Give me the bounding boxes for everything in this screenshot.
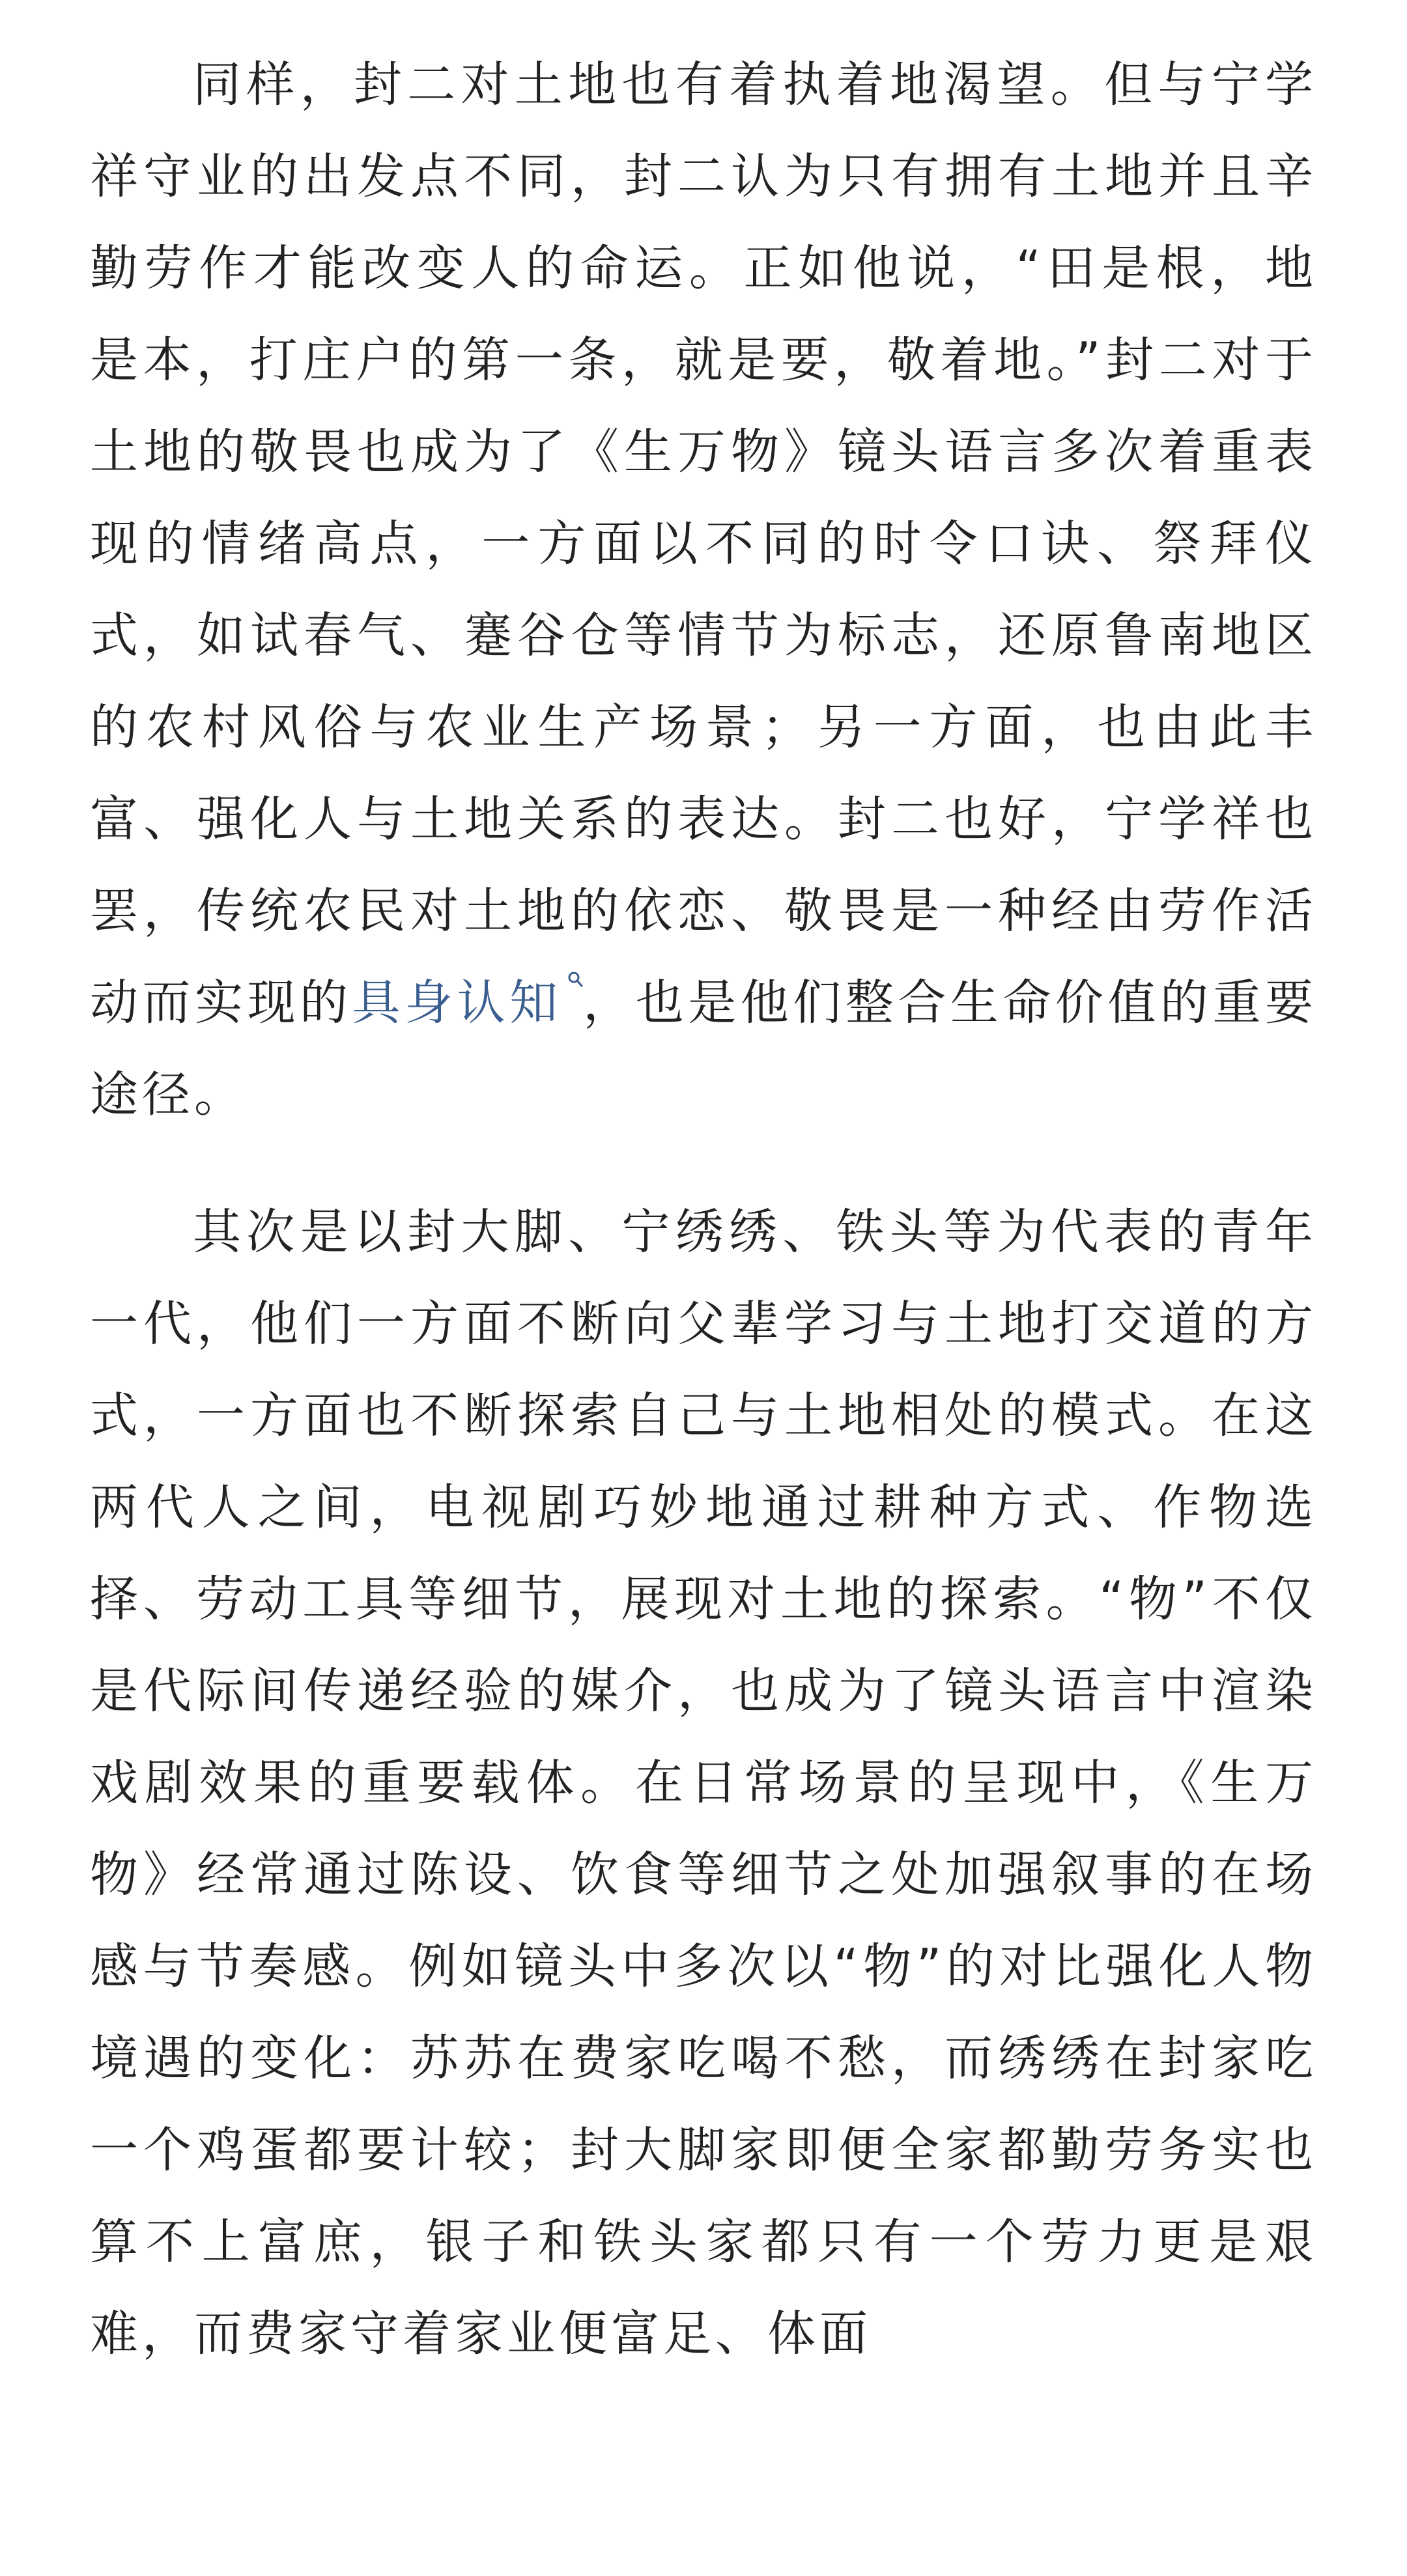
paragraph-2-text: 其次是以封大脚、宁绣绣、铁头等为代表的青年一代，他们一方面不断向父辈学习与土地打交道的方式，一方面也不断探索自己与土地相处的模式。在这两代人之间，电视剧巧妙地通过耕种方式、作物选择、劳动工具等细节，展现对土地的探索。“物”不仅是代际间传递经验的媒介，也成为了镜头语言中渲染戏剧效果的重要载体。在日常场景的呈现中，《生万物》经常通过陈设、饮食等细节之处加强叙事的在场感与节奏感。例如镜头中多次以“物”的对比强化人物境遇的变化：苏苏在费家吃喝不愁，而绣绣在封家吃一个鸡蛋都要计较；封大脚家即便全家都勤劳务实也算不上富庶，银子和铁头家都只有一个劳力更是艰难，而费家守着家业便富足、体面 (90, 1204, 1317, 2362)
paragraph-1-text-b: ，也是他们整合生命价值的重要途径。 (90, 975, 1318, 1123)
keyword-link-label[interactable]: 具身认知 (352, 975, 562, 1031)
article-body (90, 39, 1317, 2380)
paragraph-1-text-a: 同样，封二对土地也有着执着地渴望。但与宁学祥守业的出发点不同，封二认为只有拥有土地并且辛勤劳作才能改变人的命运。正如他说，“田是根，地是本，打庄户的第一条，就是要，敬着地。”封二对于土地的敬畏也成为了《生万物》镜头语言多次着重表现的情绪高点，一方面以不同的时令口诀、祭拜仪式，如试春气、蹇谷仓等情节为标志，还原鲁南地区的农村风俗与农业生产场景；另一方面，也由此丰富、强化人与土地关系的表达。封二也好，宁学祥也罢，传统农民对土地的依恋、敬畏是一种经由劳作活动而实现的 (90, 57, 1317, 1031)
keyword-link-embodied-cognition[interactable] (352, 975, 583, 1031)
text-fade-overlay (951, 2461, 1407, 2576)
search-icon[interactable] (567, 971, 583, 990)
paragraph-1 (90, 39, 1317, 1141)
paragraph-2 (90, 1186, 1317, 2380)
